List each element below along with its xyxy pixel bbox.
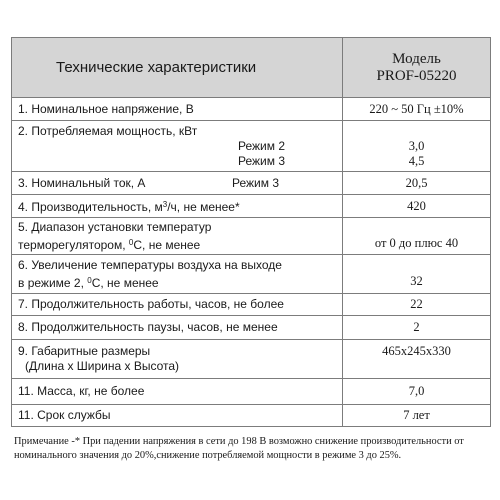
- row-value: 420: [343, 195, 491, 218]
- table-row: [12, 340, 491, 379]
- table-row: [12, 121, 491, 172]
- superscript: 0: [87, 275, 92, 285]
- row-label-cell: [12, 340, 343, 379]
- spec-sheet: [11, 37, 490, 427]
- row-label-cell: [12, 195, 343, 218]
- row-value: 3,0: [408, 138, 425, 153]
- row-label: 8. Продолжительность паузы, часов, не менее: [12, 316, 343, 340]
- row-label: 3. Номинальный ток, А: [18, 175, 146, 190]
- header-model-label: Модель: [392, 50, 441, 67]
- table-row: [12, 255, 491, 294]
- table-row: [12, 294, 491, 316]
- table-row: [12, 379, 491, 405]
- header-model-code: PROF-05220: [376, 67, 457, 84]
- row-label-cell: [12, 121, 343, 172]
- row-label-line2: (Длина х Ширина х Высота): [25, 359, 180, 373]
- row-label: 1. Номинальное напряжение, В: [12, 98, 343, 121]
- row-label: 11. Срок службы: [12, 405, 343, 427]
- table-row: [12, 316, 491, 340]
- spec-table: [11, 37, 491, 427]
- row-label-suffix: С, не менее: [91, 275, 159, 290]
- row-label: 9. Габаритные размеры: [18, 344, 151, 358]
- row-label-suffix: /ч, не менее*: [167, 200, 240, 214]
- mode-label: Режим 3: [232, 175, 280, 190]
- mode-label: Режим 3: [238, 153, 286, 168]
- row-label: 5. Диапазон установки температур: [18, 219, 212, 234]
- row-value: 7 лет: [343, 405, 491, 427]
- footnote: Примечание -* При падении напряжения в сети до 198 В возможно снижение производительности от номинального значения до 20%,снижение потребляемой мощности в режиме 3 до 25%.: [14, 436, 464, 461]
- row-label-line2: в режиме 2,: [18, 275, 88, 290]
- table-row: [12, 405, 491, 427]
- row-label-cell: [12, 255, 343, 294]
- row-label: 2. Потребляемая мощность, кВт: [18, 123, 198, 138]
- row-label: 6. Увеличение температуры воздуха на выходе: [18, 257, 282, 272]
- superscript: 3: [162, 200, 168, 209]
- row-value: 2: [343, 316, 491, 340]
- table-row: [12, 195, 491, 218]
- row-value: 465х245х330: [343, 340, 491, 379]
- row-value: 32: [343, 255, 491, 294]
- row-label: 4. Производительность, м: [18, 200, 163, 214]
- row-value: от 0 до плюс 40: [343, 218, 491, 255]
- header-title: Технические характеристики: [12, 38, 343, 98]
- row-value-cell: [343, 121, 491, 172]
- header-model: [343, 38, 491, 98]
- row-label-suffix: С, не менее: [133, 237, 201, 252]
- superscript: 0: [128, 237, 134, 247]
- table-row: [12, 172, 491, 195]
- row-value: 22: [343, 294, 491, 316]
- mode-label: Режим 2: [238, 138, 286, 153]
- row-label-cell: [12, 218, 343, 255]
- table-header-row: [12, 38, 491, 98]
- row-label: 11. Масса, кг, не более: [12, 379, 343, 405]
- row-label: 7. Продолжительность работы, часов, не более: [12, 294, 343, 316]
- table-row: [12, 218, 491, 255]
- table-row: [12, 98, 491, 121]
- row-value: 7,0: [343, 379, 491, 405]
- row-label-cell: [12, 172, 343, 195]
- row-value: 20,5: [343, 172, 491, 195]
- row-value: 220 ~ 50 Гц ±10%: [343, 98, 491, 121]
- row-value: 4,5: [408, 153, 425, 168]
- row-label-line2: терморегулятором,: [18, 237, 129, 252]
